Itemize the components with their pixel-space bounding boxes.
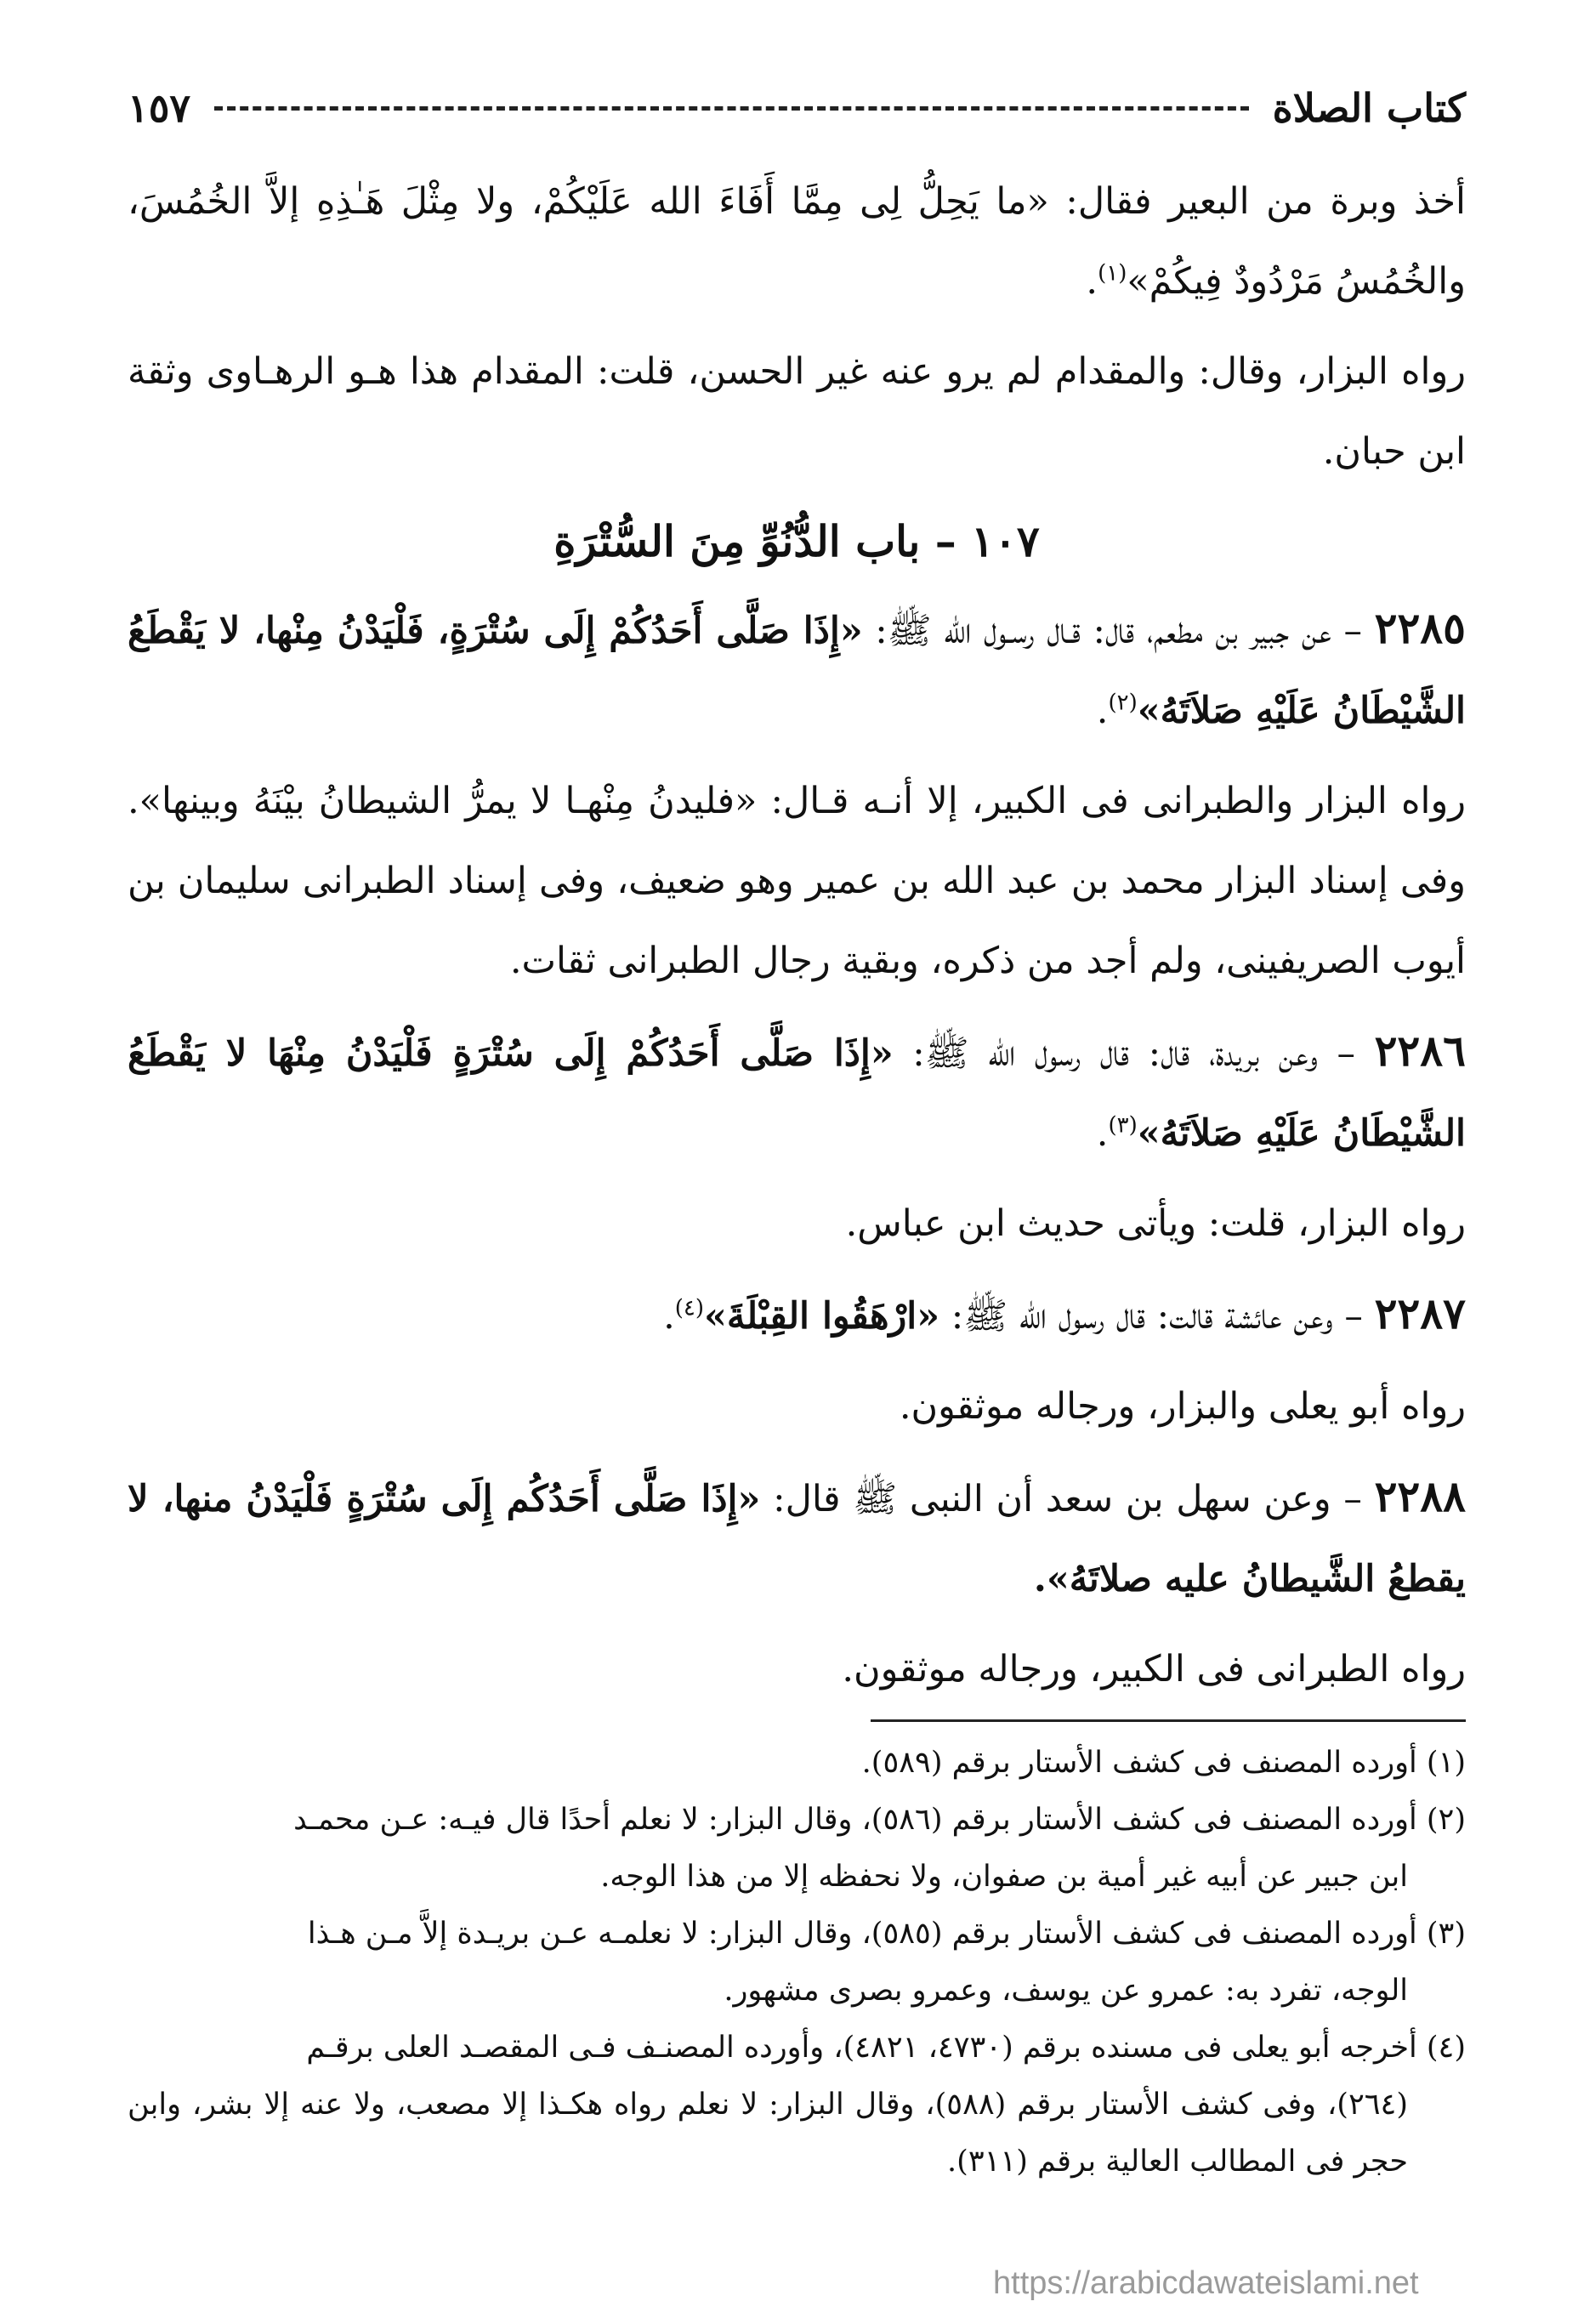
- hadith-quote: «ارْهَقُوا القِبْلَةَ»: [704, 1295, 940, 1338]
- paragraph: رواه أبو يعلى والبزار، ورجاله موثقون.: [899, 1385, 1466, 1428]
- hadith-intro: – وعن عائشة قالت: قال رسول الله ﷺ:: [939, 1295, 1375, 1338]
- chapter-title: كتاب الصلاة: [1272, 85, 1466, 131]
- paragraph: أخذ وبرة من البعير فقال: «ما يَحِلُّ لِى مِمَّا أَفَاءَ الله عَلَيْكُمْ، ولا مِثْلَ هَـٰذِهِ إلاَّ الخُمُسَ، والخُمُسُ مَرْدُودٌ فِيكُمْ»$^{(١)}$.: [128, 180, 1466, 303]
- footnote-4: [128, 2020, 1466, 2190]
- footnote-3: [128, 1906, 1466, 2020]
- paragraph: رواه البزار والطبرانى فى الكبير، إلا أنـه قـال: «فليدنُ مِنْهـا لا يمرُّ الشيطانُ بيْنَهُ وبينها». وفى إسناد البزار محمد بن عبد الله بن عمير وهو ضعيف، وفى إسناد الطبرانى سليمان بن أيوب الصريفينى، ولم أجد من ذكره، وبقية رجال الطبرانى ثقات.: [128, 780, 1466, 982]
- hadith-number: ٢٢٨٨: [1374, 1471, 1466, 1521]
- hadith-number: ٢٢٨٧: [1374, 1288, 1466, 1338]
- hadith-2288: [128, 1457, 1466, 1619]
- footnote-text: أورده المصنف فى كشف الأستار برقم (٥٨٥)، وقال البزار: لا نعلمـه عـن بريـدة إلاَّ مـن هـذا: [307, 1917, 1417, 1951]
- footnote-ref: (٣): [1108, 1112, 1138, 1139]
- hadith-2286: ٢٢٨٦ – وعن بريدة، قال: قال رسول الله ﷺ: «إِذَا صَلَّى أَحَدُكُمْ إِلَى سُتْرَةٍ فَلْيَدْنُ مِنْهَا لا يَقْطَعُ الشَّيْطَانُ عَلَيْهِ صَلاَتَهُ»$^{(٣)}$.: [128, 1026, 1466, 1155]
- footnote-2: [128, 1792, 1466, 1906]
- hadith-2287: ٢٢٨٧ – وعن عائشة قالت: قال رسول الله ﷺ: «ارْهَقُوا القِبْلَةَ»$^{(٤)}$.: [663, 1288, 1466, 1338]
- source-watermark: https://arabicdawateislami.net: [993, 2265, 1419, 2301]
- page-number: ١٥٧: [128, 85, 191, 131]
- footnote-continuation: ابن جبير عن أبيه غير أمية بن صفوان، ولا نحفظه إلا من هذا الوجه.: [600, 1860, 1408, 1894]
- footnote-ref: (٢): [1108, 690, 1138, 716]
- footnote-number: (١): [1426, 1746, 1466, 1780]
- main-text: [128, 162, 1466, 1719]
- footnote-number: (٤): [1426, 2031, 1466, 2065]
- footnote-continuation: (٢٦٤)، وفى كشف الأستار برقم (٥٨٨)، وقال البزار: لا نعلم رواه هكـذا إلا مصعب، ولا عنه إلا بشر، وابن حجر فى المطالب العالية برقم (٣١١).: [128, 2088, 1408, 2179]
- footnote-ref: (١): [1098, 260, 1127, 287]
- footnote-text: أورده المصنف فى كشف الأستار برقم (٥٨٦)، وقال البزار: لا نعلم أحدًا قال فيـه: عـن محمـد: [293, 1803, 1417, 1837]
- hadith-quote: «إِذَا صَلَّى أَحَدُكُم إِلَى سُتْرَةٍ فَلْيَدْنُ منها، لا يقطعُ الشَّيطانُ عليه صلاتَهُ».: [128, 1478, 1466, 1600]
- footnote-number: (٣): [1426, 1917, 1466, 1951]
- hadith-quote: «إِذَا صَلَّى أَحَدُكُمْ إِلَى سُتْرَةٍ فَلْيَدْنُ مِنْهَا لا يَقْطَعُ الشَّيْطَانُ عَلَيْهِ صَلاَتَهُ»: [128, 1032, 1466, 1155]
- hadith-number: ٢٢٨٦: [1374, 1026, 1466, 1076]
- hadith-intro: – وعن بريدة، قال: قال رسول الله ﷺ:: [893, 1032, 1375, 1075]
- hadith-2285: ٢٢٨٥ – عن جبير بن مطعم، قال: قـال رسـول الله ﷺ: «إِذَا صَلَّى أَحَدُكُمْ إِلَى سُتْرَةٍ، فَلْيَدْنُ مِنْها، لا يَقْطَعُ الشَّيْطَانُ عَلَيْهِ صَلاَتَهُ»$^{(٢)}$.: [128, 603, 1467, 732]
- paragraph: رواه الطبرانى فى الكبير، ورجاله موثقون.: [842, 1648, 1466, 1690]
- footnote-continuation: الوجه، تفرد به: عمرو عن يوسف، وعمرو بصرى مشهور.: [724, 1974, 1408, 2008]
- hadith-intro: – عن جبير بن مطعم، قال: قـال رسـول الله ﷺ:: [862, 610, 1375, 652]
- header-divider: [214, 106, 1249, 111]
- footnote-number: (٢): [1426, 1803, 1466, 1837]
- hadith-text: أخذ وبرة من البعير فقال: «ما يَحِلُّ لِى مِمَّا أَفَاءَ الله عَلَيْكُمْ، ولا مِثْلَ هَـٰذِهِ إلاَّ الخُمُسَ، والخُمُسُ مَرْدُودٌ فِيكُمْ»: [128, 180, 1466, 303]
- footnote-separator: [871, 1719, 1466, 1722]
- paragraph: رواه البزار، وقال: والمقدام لم يرو عنه غير الحسن، قلت: المقدام هذا هـو الرهـاوى وثقة ابن حبان.: [128, 350, 1466, 473]
- paragraph: رواه البزار، قلت: ويأتى حديث ابن عباس.: [845, 1202, 1466, 1245]
- footnotes: [128, 1735, 1466, 2190]
- page-header: [128, 78, 1466, 138]
- hadith-number: ٢٢٨٥: [1374, 603, 1467, 653]
- footnote-ref: (٤): [674, 1295, 705, 1321]
- footnote-1: [128, 1735, 1466, 1792]
- hadith-quote: «إِذَا صَلَّى أَحَدُكُمْ إِلَى سُتْرَةٍ، فَلْيَدْنُ مِنْها، لا يَقْطَعُ الشَّيْطَانُ عَلَيْهِ صَلاَتَهُ»: [128, 610, 1466, 732]
- hadith-intro: – وعن سهل بن سعد أن النبى ﷺ قال:: [760, 1478, 1375, 1520]
- footnote-text: أورده المصنف فى كشف الأستار برقم (٥٨٩).: [861, 1746, 1417, 1780]
- chapter-heading: ١٠٧ – باب الدُّنُوِّ مِنَ السُّتْرَةِ: [553, 516, 1040, 566]
- footnote-text: أخرجه أبو يعلى فى مسنده برقم (٤٧٣٠، ٤٨٢١)، وأورده المصنـف فـى المقصـد العلى برقـم: [306, 2031, 1417, 2065]
